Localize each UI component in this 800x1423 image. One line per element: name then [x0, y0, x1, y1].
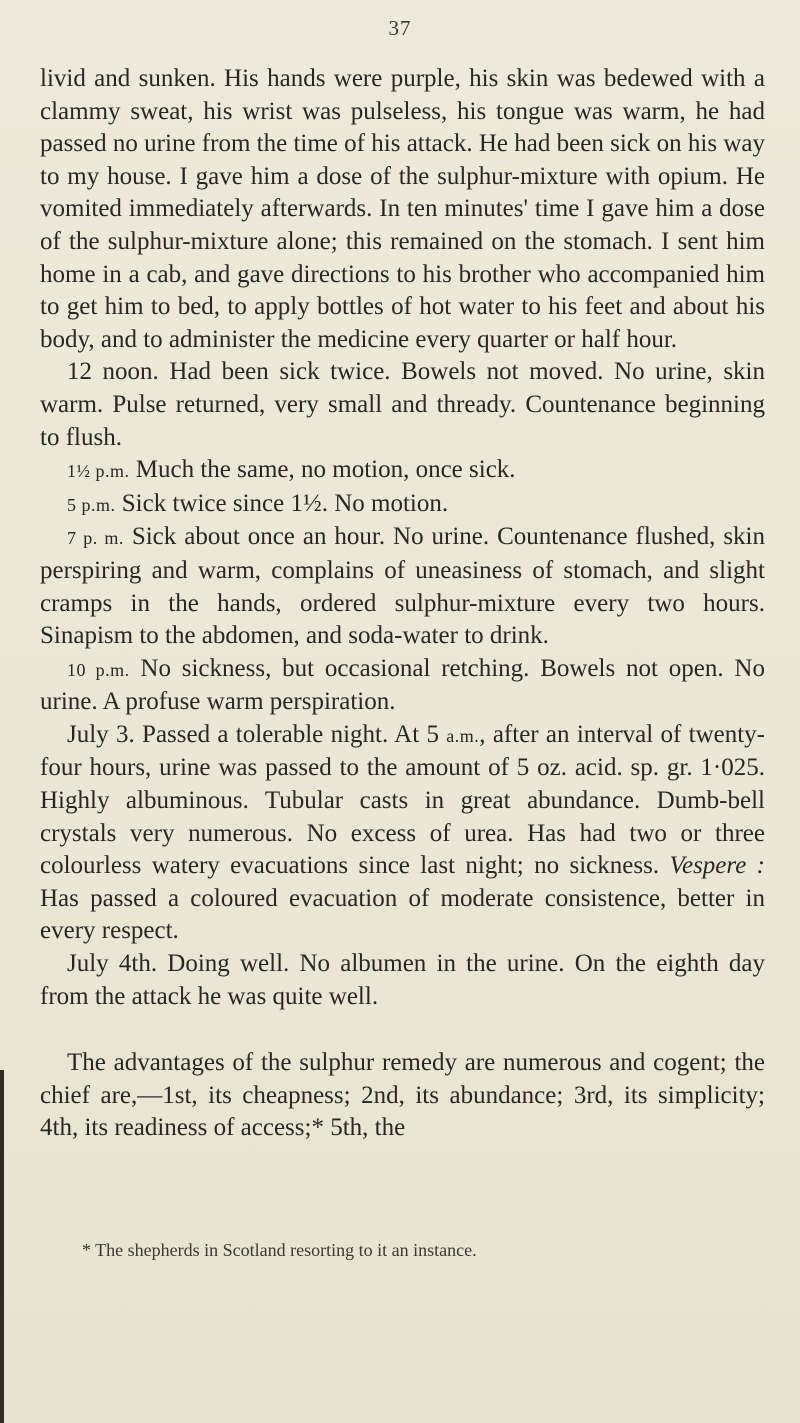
vespere-label: Vespere :: [669, 852, 765, 880]
paragraph-advantages: The advantages of the sulphur remedy are numerous and cogent; the chief are,—1st, its cheapness; 2nd, its abundance; 3rd, its simplicity; 4th, its readiness of access;* 5th, the: [40, 1049, 765, 1142]
entry-text: , after an interval of twenty-four hours, urine was passed to the amount of 5 oz. acid. sp. gr. 1·025. Highly albuminous. Tubular casts in great abundance. Dumb-bell crystals very numerous. No excess of urea. Has had two or three colourless watery evacuations since last night; no sickness.: [40, 720, 765, 880]
paragraph-case-notes: livid and sunken. His hands were purple, his skin was bedewed with a clammy sweat, his wrist was pulseless, his tongue was warm, he had passed no urine from the time of his attack. He had been sick on his way to my house. I gave him a dose of the sulphur-mixture with opium. He vomited immediately afterwards. In ten minutes' time I gave him a dose of the sulphur-mixture alone; this remained on the stomach. I sent him home in a cab, and gave directions to his brother who accompanied him to get him to bed, to apply bottles of hot water to his feet and about his body, and to administer the medicine every quarter or half hour.: [40, 65, 765, 353]
entry-text: Sick about once an hour. No urine. Countenance flushed, skin perspiring and warm, complains of uneasiness of stomach, and slight cramps in the hands, ordered sulphur-mixture every two hours. Sinapism to the abdomen, and soda-water to drink.: [40, 523, 765, 650]
paragraph-july-4: July 4th. Doing well. No albumen in the urine. On the eighth day from the attack he was quite well.: [40, 950, 765, 1010]
paragraph-july-3: [40, 719, 765, 948]
footnote: * The shepherds in Scotland resorting to it an instance.: [82, 1240, 477, 1260]
paragraph-7-pm: [40, 521, 765, 652]
page-number: 37: [388, 16, 412, 40]
paragraph-12-noon: 12 noon. Had been sick twice. Bowels not moved. No urine, skin warm. Pulse returned, very small and thready. Countenance beginning to flush.: [40, 358, 765, 451]
paragraph-5-pm: [40, 488, 765, 522]
paragraph-gap: [40, 1013, 765, 1047]
time-label: 5 p.m.: [67, 494, 116, 515]
time-label: 10 p.m.: [67, 659, 130, 680]
body-text: [40, 63, 765, 1145]
time-label: 7 p. m.: [67, 528, 124, 549]
time-label: a.m.: [446, 725, 480, 746]
page-edge-shadow: [0, 1070, 4, 1423]
entry-text: July 3. Passed a tolerable night. At 5: [67, 720, 447, 748]
paragraph-1-30-pm: [40, 454, 765, 488]
time-label: 1½ p.m.: [67, 461, 130, 482]
entry-text: Much the same, no motion, once sick.: [129, 456, 516, 484]
paragraph-10-pm: [40, 653, 765, 719]
entry-text: No sickness, but occasional retching. Bowels not open. No urine. A profuse warm perspiration.: [40, 654, 765, 716]
entry-text: Sick twice since 1½. No motion.: [115, 489, 449, 517]
entry-text: Has passed a coloured evacuation of moderate consistence, better in every respect.: [40, 884, 765, 945]
